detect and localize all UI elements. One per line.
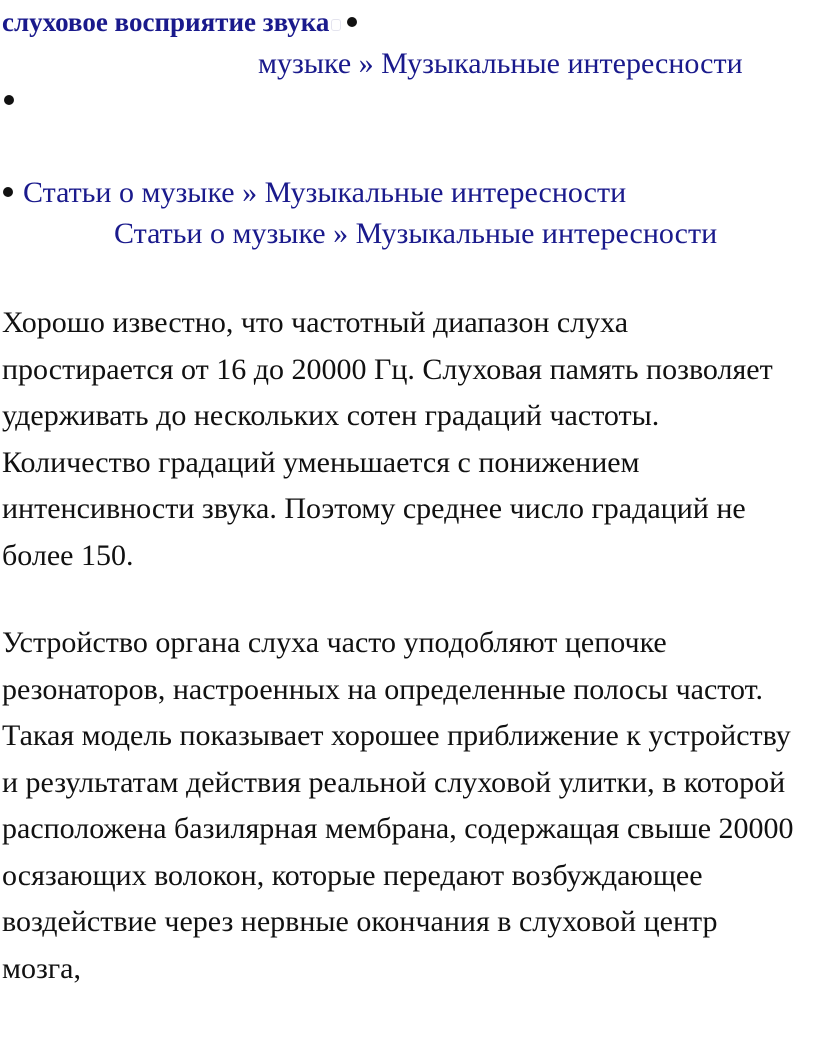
page-title: [2, 2, 357, 42]
page-title-text: слуховое восприятие звука: [2, 7, 330, 37]
square-icon: [331, 19, 341, 31]
bullet-icon: [4, 95, 14, 105]
article-paragraph: Хорошо известно, что частотный диапазон слуха простирается от 16 до 20000 Гц. Слуховая память позволяет удерживать до нескольких сотен градаций частоты. Количество градаций уменьшается с понижением интенсивности звука. Поэтому среднее число градаций не более 150.: [2, 306, 773, 572]
bullet-icon: [347, 17, 357, 27]
article-paragraph: Устройство органа слуха часто уподобляют цепочке резонаторов, настроенных на определенные полосы частот. Такая модель показывает хорошее приближение к устройству и результатам действия реальной слуховой улитки, в которой расположена базилярная мембрана, содержащая свыше 20000 осязающих волокон, которые передают возбуждающее воздействие через нервные окончания в слуховой центр мозга,: [2, 626, 794, 985]
bullet-icon: [3, 187, 13, 197]
breadcrumb-link-top[interactable]: музыке » Музыкальные интересности: [258, 47, 743, 80]
breadcrumb-link[interactable]: Статьи о музыке » Музыкальные интересности: [114, 217, 718, 250]
breadcrumb: [3, 173, 626, 213]
breadcrumb-link[interactable]: Статьи о музыке » Музыкальные интересности: [23, 176, 627, 209]
